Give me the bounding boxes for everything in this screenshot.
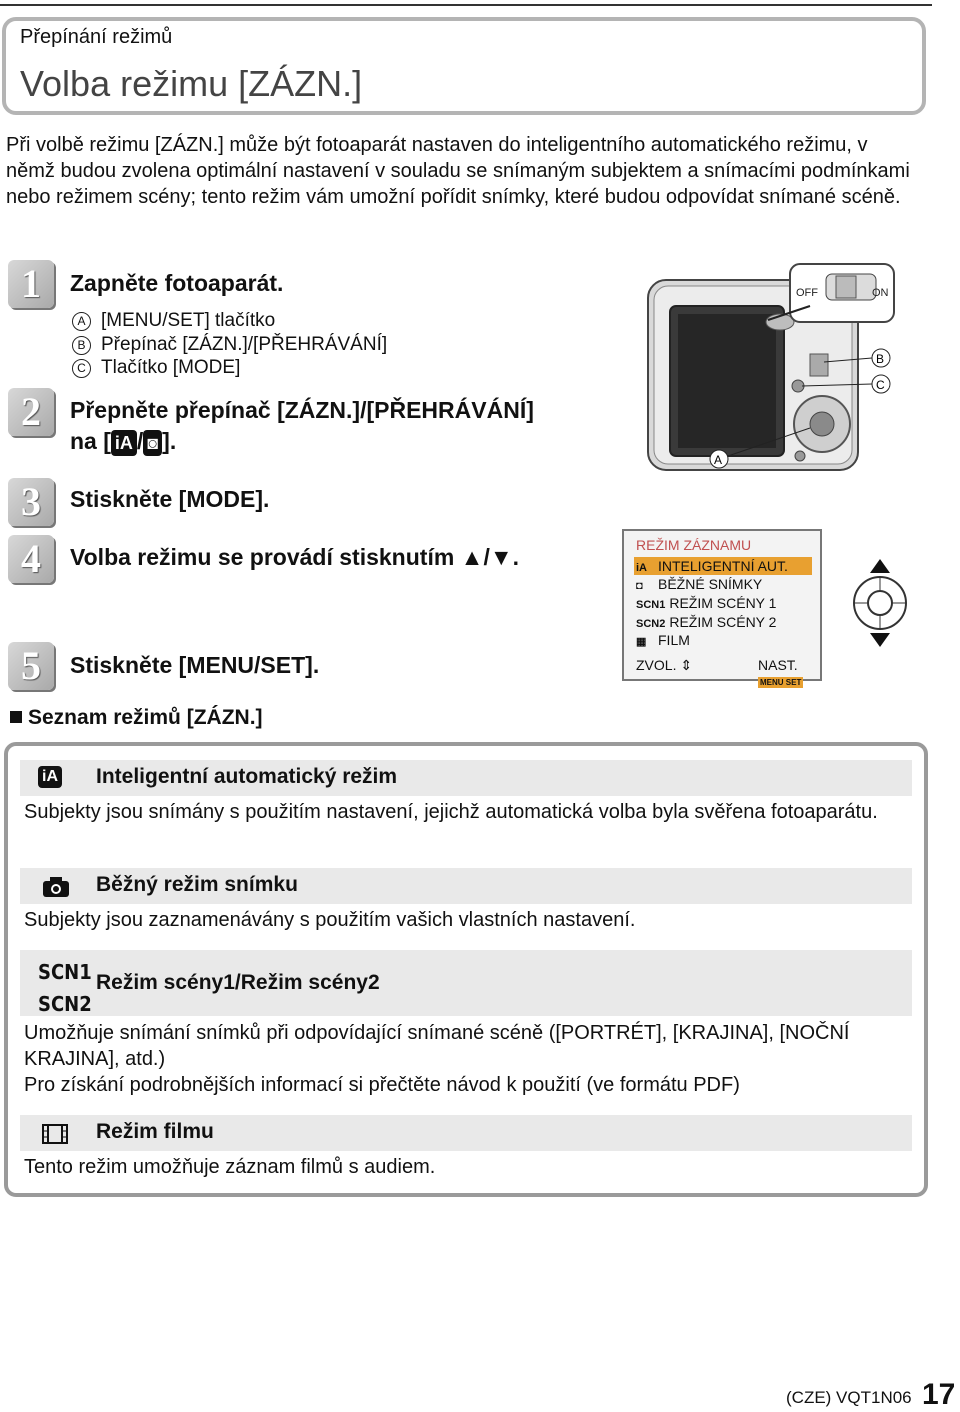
- mode-name-film: Režim filmu: [96, 1120, 214, 1143]
- callout-a-label: [MENU/SET] tlačítko: [101, 310, 276, 331]
- callout-a-item: [72, 310, 275, 332]
- step-2-line1: Přepněte přepínač [ZÁZN.]/[PŘEHRÁVÁNÍ]: [70, 397, 534, 423]
- square-bullet-icon: [10, 711, 22, 723]
- scene-mode-icon: SCN1 SCN2: [38, 960, 92, 1016]
- up-down-icon: ⇕: [680, 657, 693, 673]
- step-1-text: Zapněte fotoaparát.: [70, 270, 284, 296]
- switch-off-label: OFF: [796, 287, 818, 299]
- menu-item-normal-picture: ◘ BĚŽNÉ SNÍMKY: [636, 576, 763, 592]
- mode-desc-intelligent-auto: Subjekty jsou snímány s použitím nastavení, jejichž automatická volba byla svěřena fotoaparátu.: [24, 801, 878, 823]
- mode-name-intelligent-auto: Inteligentní automatický režim: [96, 765, 398, 788]
- camera-illustration: [640, 258, 910, 478]
- mode-desc-scene: Umožňuje snímání snímků při odpovídající snímané scéně ([PORTRÉT], [KRAJINA], [NOČNÍ KRAJINA], atd.) Pro získání podrobnějších informací si přečtěte návod k použití (ve formátu PDF): [24, 1022, 850, 1096]
- camera-icon: ◙: [143, 430, 162, 456]
- callout-b-marker: B: [72, 336, 91, 355]
- record-mode-menu-screen: [622, 529, 822, 687]
- callout-b-label: Přepínač [ZÁZN.]/[PŘEHRÁVÁNÍ]: [101, 334, 388, 355]
- camera-label-a: A: [714, 453, 723, 467]
- callout-b-item: [72, 334, 387, 356]
- camera-mode-icon: [42, 876, 70, 898]
- step-5-text: Stiskněte [MENU/SET].: [70, 652, 320, 678]
- step-4-number: 4: [8, 535, 54, 583]
- mode-name-scene: Režim scény1/Režim scény2: [96, 971, 380, 994]
- step-4-text: Volba režimu se provádí stisknutím ▲/▼.: [70, 544, 519, 570]
- switch-on-label: ON: [872, 287, 889, 299]
- menu-item-film: ▦ FILM: [636, 632, 690, 648]
- page-number: 17: [922, 1378, 956, 1411]
- callout-c-item: [72, 357, 240, 379]
- menu-select-hint: ZVOL. ⇕: [636, 657, 693, 673]
- header-subtitle: Přepínání režimů: [20, 26, 173, 48]
- mode-name-normal-picture: Běžný režim snímku: [96, 873, 298, 896]
- film-mode-icon: [42, 1123, 68, 1145]
- menu-set-hint: NAST. MENU SET: [758, 657, 802, 687]
- step-2-text: [70, 395, 534, 457]
- callout-a-marker: A: [72, 312, 91, 331]
- step-2-number: 2: [8, 388, 54, 436]
- menu-item-intelligent-auto: iA INTELIGENTNÍ AUT.: [634, 557, 812, 575]
- mode-desc-film: Tento režim umožňuje záznam filmů s audiem.: [24, 1156, 436, 1178]
- page-title: Volba režimu [ZÁZN.]: [20, 63, 363, 104]
- section-title: Seznam režimů [ZÁZN.]: [10, 706, 263, 730]
- step-1-number: 1: [8, 260, 54, 308]
- menu-set-badge: MENU SET: [760, 677, 802, 687]
- top-rule: [0, 4, 932, 6]
- dpad-icon: [848, 555, 912, 651]
- intro-text: Při volbě režimu [ZÁZN.] může být fotoaparát nastaven do inteligentního automatického režimu, v němž budou zvolena optimální nastavení v souladu se snímaným subjektem a snímacími podmínkami nebo režimem scény; tento režim vám umožní pořídit snímky, které budou odpovídat snímané scéně.: [6, 134, 910, 208]
- callout-c-marker: C: [72, 359, 91, 378]
- step-5-number: 5: [8, 642, 54, 690]
- menu-item-scene-1: SCN1 REŽIM SCÉNY 1: [636, 595, 777, 611]
- mode-desc-normal-picture: Subjekty jsou zaznamenávány s použitím vašich vlastních nastavení.: [24, 909, 636, 931]
- callout-c-label: Tlačítko [MODE]: [101, 357, 241, 378]
- step-2-line2: na [ iA / ◙ ].: [70, 428, 177, 454]
- camera-label-c: C: [876, 378, 885, 392]
- document-code: (CZE) VQT1N06: [786, 1388, 912, 1407]
- menu-item-scene-2: SCN2 REŽIM SCÉNY 2: [636, 614, 777, 630]
- intelligent-auto-mode-icon: iA: [38, 766, 62, 788]
- step-3-number: 3: [8, 478, 54, 526]
- camera-label-b: B: [876, 352, 885, 366]
- step-3-text: Stiskněte [MODE].: [70, 486, 270, 512]
- menu-title: REŽIM ZÁZNAMU: [636, 537, 752, 553]
- intelligent-auto-icon: iA: [111, 430, 137, 456]
